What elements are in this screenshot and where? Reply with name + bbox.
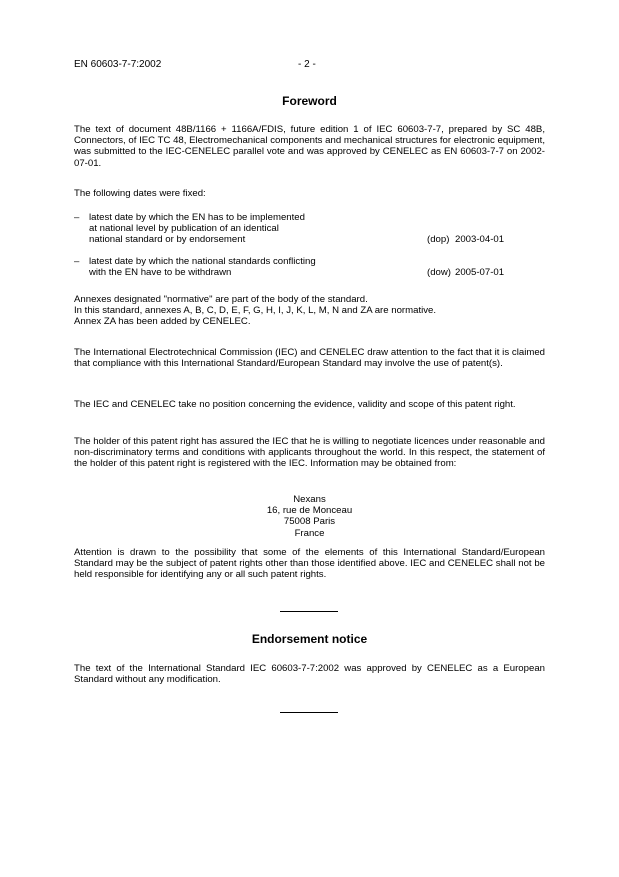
dates-intro-paragraph: The following dates were fixed: — [74, 188, 206, 199]
list-dash: – — [74, 256, 80, 267]
date-item-line: latest date by which the national standards conflicting — [89, 256, 316, 267]
annex-paragraph — [74, 294, 545, 328]
date-value: 2003-04-01 — [455, 234, 505, 246]
date-code: (dop) — [427, 234, 450, 246]
endorsement-title: Endorsement notice — [251, 632, 368, 646]
annex-line: In this standard, annexes A, B, C, D, E, F, G, H, I, J, K, L, M, N and ZA are normative. — [74, 305, 437, 317]
section-divider — [280, 712, 338, 713]
foreword-title: Foreword — [282, 94, 337, 108]
date-item-line: at national level by publication of an identical — [89, 223, 279, 235]
patent-attention-paragraph: The International Electrotechnical Commission (IEC) and CENELEC draw attention to the fact that it is claimed that compliance with this International Standard/European Standard may involve the use of patent(s). — [74, 347, 545, 370]
date-code: (dow) — [427, 267, 451, 279]
endorsement-paragraph: The text of the International Standard IEC 60603-7-7:2002 was approved by CENELEC as a European Standard without any modification. — [74, 663, 545, 686]
address-line: 16, rue de Monceau — [266, 505, 353, 517]
patent-holder-address — [74, 494, 545, 539]
page-number: - 2 - — [298, 59, 316, 70]
foreword-intro-paragraph: The text of document 48B/1166 + 1166A/FDIS, future edition 1 of IEC 60603-7-7, prepared by SC 48B, Connectors, of IEC TC 48, Electromechanical components and mechanical structures for electronic equipment, was submitted to the IEC-CENELEC parallel vote and was approved by CENELEC as EN 60603-7-7 on 2002-07-01. — [74, 124, 545, 169]
date-item-line: national standard or by endorsement — [89, 234, 246, 246]
list-dash: – — [74, 212, 80, 223]
address-line: France — [294, 527, 325, 539]
document-id: EN 60603-7-7:2002 — [74, 59, 162, 70]
annex-line: Annexes designated "normative" are part of the body of the standard. — [74, 294, 368, 305]
date-item-line: with the EN have to be withdrawn — [89, 267, 232, 279]
date-value: 2005-07-01 — [455, 267, 505, 279]
address-line: 75008 Paris — [283, 516, 336, 528]
patent-holder-paragraph: The holder of this patent right has assured the IEC that he is willing to negotiate licences under reasonable and non-discriminatory terms and conditions with applicants throughout the world. In this respect, the statement of the holder of this patent right is registered with the IEC. Information may be obtained from: — [74, 436, 545, 470]
other-rights-paragraph: Attention is drawn to the possibility that some of the elements of this International Standard/European Standard may be the subject of patent rights other than those identified above. IEC and CENELEC shall not be held responsible for identifying any or all such patent rights. — [74, 547, 545, 581]
section-divider — [280, 611, 338, 612]
address-line: Nexans — [293, 494, 326, 505]
date-item-line: latest date by which the EN has to be implemented — [89, 212, 305, 223]
annex-line: Annex ZA has been added by CENELEC. — [74, 316, 251, 328]
patent-position-paragraph: The IEC and CENELEC take no position concerning the evidence, validity and scope of this patent right. — [74, 399, 516, 410]
